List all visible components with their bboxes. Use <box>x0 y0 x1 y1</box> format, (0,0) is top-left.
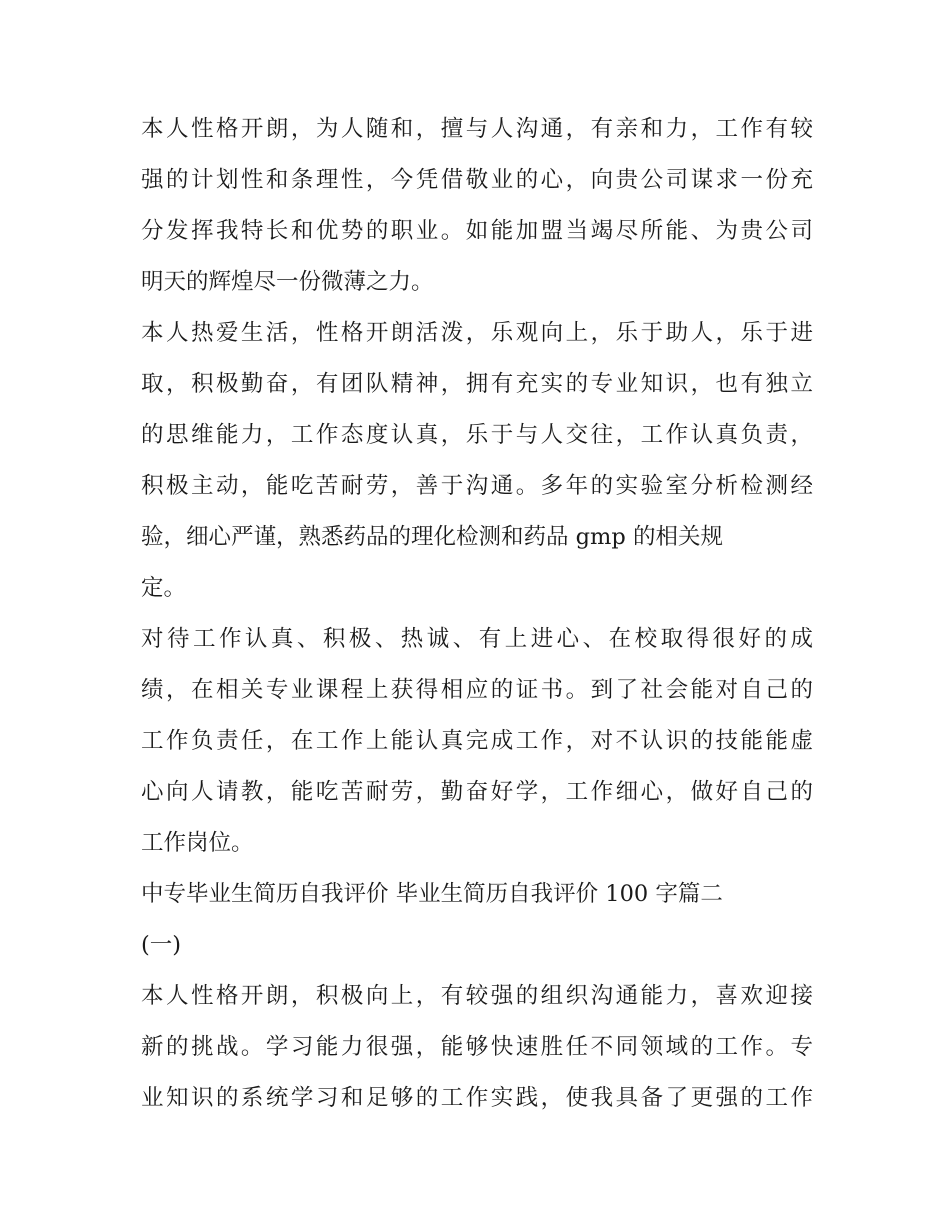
text-line: 验，细心严谨，熟悉药品的理化检测和药品 gmp 的相关规 <box>141 524 723 550</box>
text-line: 对待工作认真、积极、热诚、有上进心、在校取得很好的成 <box>141 626 813 652</box>
text-line: 心向人请教，能吃苦耐劳，勤奋好学，工作细心，做好自己的 <box>141 779 813 805</box>
text-line: 本人热爱生活，性格开朗活泼，乐观向上，乐于助人，乐于进 <box>141 320 813 346</box>
text-line: 积极主动，能吃苦耐劳，善于沟通。多年的实验室分析检测经 <box>141 473 813 499</box>
section-heading <box>141 869 813 920</box>
document-body <box>141 104 813 1124</box>
text-line: 绩，在相关专业课程上获得相应的证书。到了社会能对自己的 <box>141 677 813 703</box>
text-line: 本人性格开朗，积极向上，有较强的组织沟通能力，喜欢迎接 <box>141 983 813 1009</box>
text-line: 强的计划性和条理性，今凭借敬业的心，向贵公司谋求一份充 <box>141 167 813 193</box>
text-line: 取，积极勤奋，有团队精神，拥有充实的专业知识，也有独立 <box>141 371 813 397</box>
text-line: 的思维能力，工作态度认真，乐于与人交往，工作认真负责， <box>141 422 813 448</box>
paragraph-3 <box>141 614 813 869</box>
text-line: 业知识的系统学习和足够的工作实践，使我具备了更强的工作 <box>141 1085 813 1111</box>
text-line: 定。 <box>141 575 187 601</box>
heading-text: 中专毕业生简历自我评价 毕业生简历自我评价 100 字篇二 <box>141 881 723 907</box>
text-line: 工作负责任，在工作上能认真完成工作，对不认识的技能能虚 <box>141 728 813 754</box>
section-marker <box>141 920 813 971</box>
text-line: 分发挥我特长和优势的职业。如能加盟当竭尽所能、为贵公司 <box>141 218 813 244</box>
paragraph-2 <box>141 308 813 614</box>
text-line: 本人性格开朗，为人随和，擅与人沟通，有亲和力，工作有较 <box>141 116 813 142</box>
paragraph-1 <box>141 104 813 308</box>
text-line: 新的挑战。学习能力很强，能够快速胜任不同领域的工作。专 <box>141 1034 813 1060</box>
marker-text: (一) <box>141 932 182 958</box>
text-line: 工作岗位。 <box>141 830 254 856</box>
paragraph-4 <box>141 971 813 1124</box>
text-line: 明天的辉煌尽一份微薄之力。 <box>141 269 434 295</box>
